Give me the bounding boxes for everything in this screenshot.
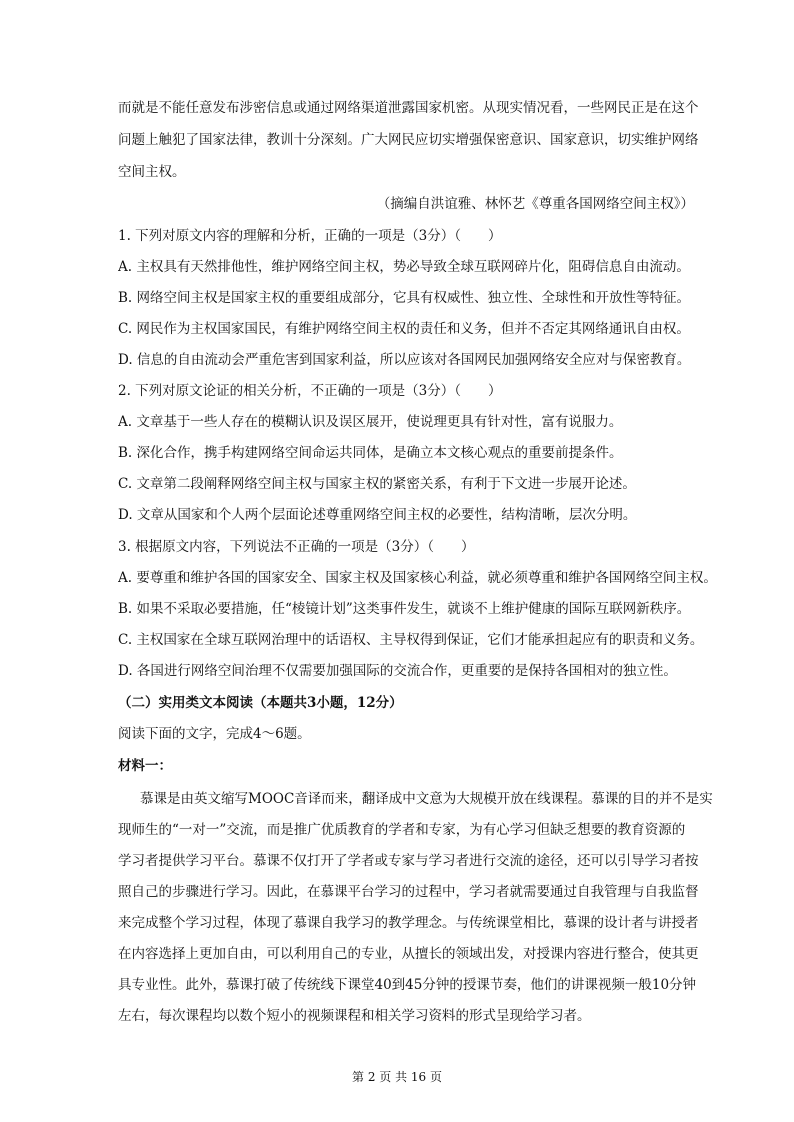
citation: （摘编自洪谊雅、林怀艺《尊重各国网络空间主权》） (376, 196, 694, 212)
material-line: 具专业性。此外，慕课打破了传统线下课堂40到45分钟的授课节奏，他们的讲课视频一般10分钟 (118, 977, 697, 993)
question-option: A. 主权具有天然排他性，维护网络空间主权，势必导致全球互联网碎片化，阻碍信息自由流动。 (118, 259, 690, 275)
material-label: 材料一： (118, 758, 172, 774)
section-title: （二）实用类文本阅读（本题共3小题，12分） (118, 695, 403, 711)
passage-line: 而就是不能任意发布涉密信息或通过网络渠道泄露国家机密。从现实情况看，一些网民正是在这个 (118, 100, 699, 116)
material-line: 在内容选择上更加自由，可以利用自己的专业，从擅长的领域出发，对授课内容进行整合，使其更 (118, 946, 699, 962)
question-option: D. 信息的自由流动会严重危害到国家利益，所以应该对各国网民加强网络安全应对与保密教育。 (118, 352, 691, 368)
passage-line: 空间主权。 (118, 164, 186, 180)
material-line: 学习者提供学习平台。慕课不仅打开了学者或专家与学习者进行交流的途径，还可以引导学习者按 (118, 853, 699, 869)
question-option: A. 要尊重和维护各国的国家安全、国家主权及国家核心利益，就必须尊重和维护各国网络空间主权。 (118, 570, 717, 586)
instruction: 阅读下面的文字，完成4～6题。 (118, 726, 311, 742)
question-option: C. 主权国家在全球互联网治理中的话语权、主导权得到保证，它们才能承担起应有的职责和义务。 (118, 632, 704, 648)
material-line: 左右，每次课程均以数个短小的视频课程和相关学习资料的形式呈现给学习者。 (118, 1008, 591, 1024)
material-line: 照自己的步骤进行学习。因此，在慕课平台学习的过程中，学习者就需要通过自我管理与自我监督 (118, 884, 699, 900)
page-footer: 第 2 页 共 16 页 (352, 1070, 442, 1084)
question-stem: 1. 下列对原文内容的理解和分析，正确的一项是（3分）（ ） (118, 228, 502, 244)
material-line: 慕课是由英文缩写MOOC音译而来，翻译成中文意为大规模开放在线课程。慕课的目的并不是实 (140, 791, 713, 807)
question-stem: 2. 下列对原文论证的相关分析，不正确的一项是（3分）（ ） (118, 383, 502, 399)
question-stem: 3. 根据原文内容，下列说法不正确的一项是（3分）（ ） (118, 539, 475, 555)
question-option: B. 网络空间主权是国家主权的重要组成部分，它具有权威性、独立性、全球性和开放性等特征。 (118, 290, 691, 306)
question-option: D. 文章从国家和个人两个层面论述尊重网络空间主权的必要性，结构清晰，层次分明。 (118, 507, 637, 523)
question-option: A. 文章基于一些人存在的模糊认识及误区展开，使说理更具有针对性，富有说服力。 (118, 414, 623, 430)
question-option: C. 文章第二段阐释网络空间主权与国家主权的紧密关系，有利于下文进一步展开论述。 (118, 476, 636, 492)
question-option: C. 网民作为主权国家国民，有维护网络空间主权的责任和义务，但并不否定其网络通讯自由权。 (118, 321, 690, 337)
passage-line: 问题上触犯了国家法律，教训十分深刻。广大网民应切实增强保密意识、国家意识，切实维护网络 (118, 132, 699, 148)
material-line: 现师生的“一对一”交流，而是推广优质教育的学者和专家，为有心学习但缺乏想要的教育资源的 (118, 822, 686, 838)
material-line: 来完成整个学习过程，体现了慕课自我学习的教学理念。与传统课堂相比，慕课的设计者与讲授者 (118, 915, 699, 931)
question-option: B. 如果不采取必要措施，任“棱镜计划”这类事件发生，就谈不上维护健康的国际互联网新秩序。 (118, 601, 691, 617)
question-option: D. 各国进行网络空间治理不仅需要加强国际的交流合作，更重要的是保持各国相对的独立性。 (118, 663, 677, 679)
question-option: B. 深化合作，携手构建网络空间命运共同体，是确立本文核心观点的重要前提条件。 (118, 445, 623, 461)
